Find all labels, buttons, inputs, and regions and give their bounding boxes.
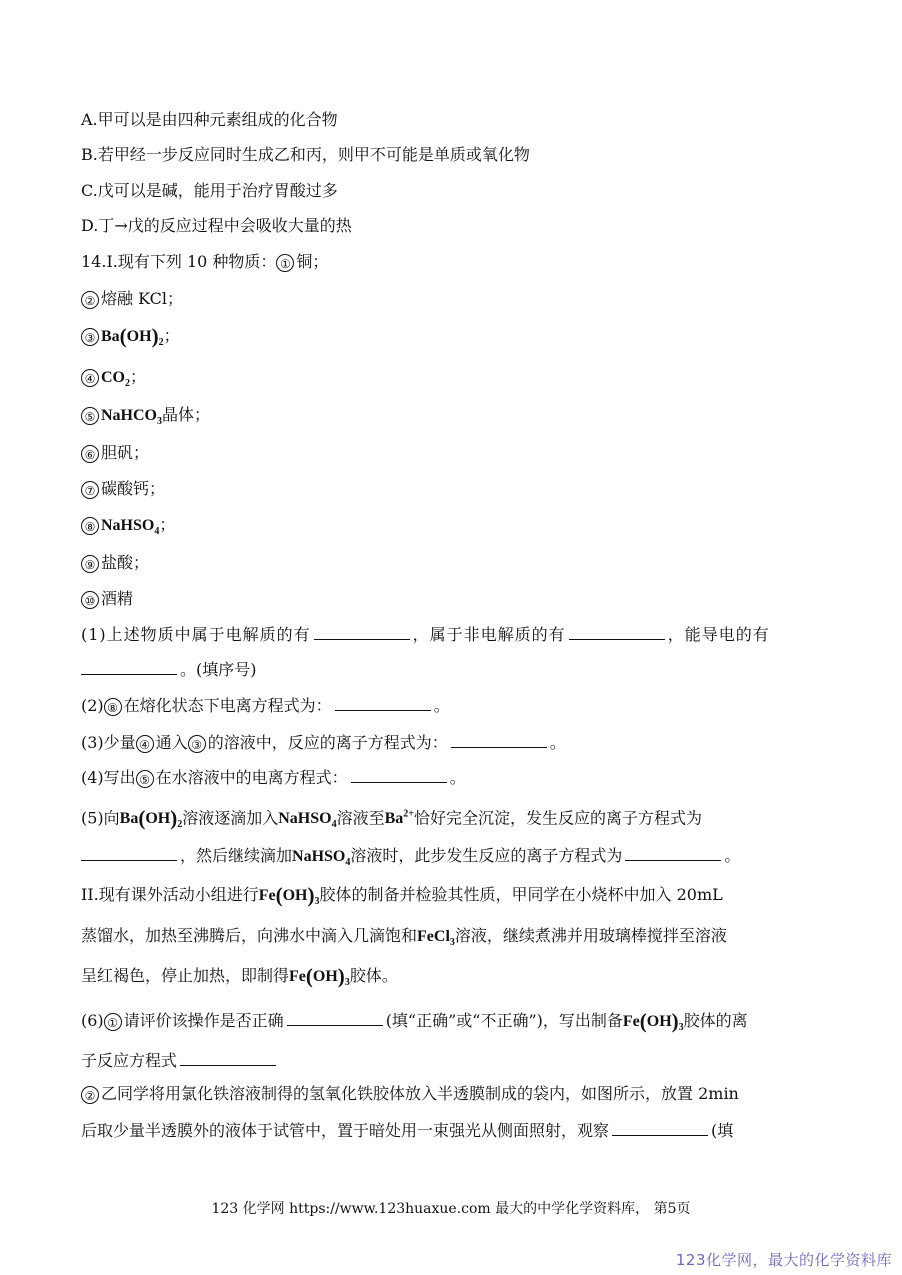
answer-blank[interactable] <box>612 1119 708 1136</box>
answer-blank[interactable] <box>180 1049 276 1066</box>
formula: NaHSO$_4$ <box>292 848 351 869</box>
q5-line: (5)向$Ba(OH)_2$溶液逐滴加入NaHSO$_4$溶液至$Ba^{2+}$恰好完全沉淀，发生反应的离子方程式为 <box>81 806 702 831</box>
item-number: ④ <box>136 735 154 753</box>
formula: $Ba^{2+}$ <box>384 809 414 828</box>
option-b: B.若甲经一步反应同时生成乙和丙，则甲不可能是单质或氧化物 <box>81 145 530 164</box>
item-number: ⑧ <box>81 517 99 535</box>
item-9 <box>81 552 149 574</box>
answer-blank[interactable] <box>625 844 721 861</box>
answer-blank[interactable] <box>314 623 410 640</box>
formula: $Ba(OH)_2$ <box>119 806 183 831</box>
item-number: ⑧ <box>104 698 122 716</box>
item-number: ⑤ <box>136 770 154 788</box>
item-number: ② <box>81 1086 99 1104</box>
answer-blank[interactable] <box>569 623 665 640</box>
item-text: 铜； <box>296 252 329 271</box>
item-number: ⑩ <box>81 591 99 609</box>
item-text: ； <box>163 326 180 345</box>
item-number: ④ <box>81 369 99 387</box>
formula: $Fe(OH)_3$ <box>289 964 350 989</box>
item-4 <box>81 366 146 388</box>
formula: NaHSO$_4$ <box>278 810 337 831</box>
item-text: ； <box>130 367 147 386</box>
item-text: 酒精 <box>101 589 134 608</box>
part2-line-2: 蒸馏水，加热至沸腾后，向沸水中滴入几滴饱和FeCl$_3$溶液，继续煮沸并用玻璃棒搅拌至溶液 <box>81 926 727 949</box>
formula: $Fe(OH)_3$ <box>622 1009 684 1034</box>
formula: $Fe(OH)_3$ <box>258 883 320 908</box>
q5-line-2: ，然后继续滴加NaHSO$_4$溶液时，此步发生反应的离子方程式为 。 <box>81 844 740 866</box>
answer-blank[interactable] <box>287 1009 383 1026</box>
answer-blank[interactable] <box>335 694 431 711</box>
item-10 <box>81 588 133 610</box>
q14-intro: 14.I.现有下列 10 种物质： <box>81 252 277 271</box>
item-number: ⑦ <box>81 481 99 499</box>
q1-line-2: 。(填序号) <box>81 658 257 680</box>
option-c: C.戊可以是碱，能用于治疗胃酸过多 <box>81 181 338 200</box>
formula: NaHSO$_4$ <box>101 517 160 538</box>
q3-line: (3)少量 ④ 通入 ③ 的溶液中，反应的离子方程式为： 。 <box>81 733 566 752</box>
formula: NaHCO$_3$ <box>101 407 162 428</box>
item-number: ③ <box>188 735 206 753</box>
formula: $Ba(OH)_2$ <box>101 324 164 349</box>
item-6 <box>81 442 149 464</box>
item-2 <box>81 288 183 310</box>
part2-line-3: 呈红褐色，停止加热，即制得$Fe(OH)_3$胶体。 <box>81 964 398 989</box>
item-text: 胆矾； <box>101 443 150 462</box>
item-3 <box>81 325 180 347</box>
answer-blank[interactable] <box>351 766 447 783</box>
item-number: ① <box>276 254 294 272</box>
item-number: ⑥ <box>81 445 99 463</box>
q2-line: (2) ⑧ 在熔化状态下电离方程式为： 。 <box>81 696 450 715</box>
item-7 <box>81 478 165 500</box>
item-8 <box>81 514 175 536</box>
option-d: D.丁→戊的反应过程中会吸收大量的热 <box>81 216 352 235</box>
item-text: 碳酸钙； <box>101 479 166 498</box>
item-number: ⑤ <box>81 407 99 425</box>
q6-line: (6) ① 请评价该操作是否正确 (填“正确”或“不正确”)，写出制备$Fe(OH)_3$胶体的离 <box>81 1009 748 1034</box>
q7-line: ② 乙同学将用氯化铁溶液制得的氢氧化铁胶体放入半透膜制成的袋内，如图所示，放置 2min <box>81 1083 739 1105</box>
formula: FeCl$_3$ <box>417 928 455 949</box>
q14-intro-line <box>81 251 328 273</box>
part2-line-1: II.现有课外活动小组进行$Fe(OH)_3$胶体的制备并检验其性质，甲同学在小烧杯中加入 20mL <box>81 883 723 908</box>
answer-blank[interactable] <box>451 731 547 748</box>
item-number: ① <box>104 1013 122 1031</box>
option-a: A.甲可以是由四种元素组成的化合物 <box>81 110 338 129</box>
item-number: ③ <box>81 328 99 346</box>
item-text: 熔融 KCl； <box>101 289 183 308</box>
q4-line: (4)写出 ⑤ 在水溶液中的电离方程式： 。 <box>81 768 466 787</box>
item-text: 晶体； <box>162 405 211 424</box>
item-5 <box>81 404 210 426</box>
item-text: 盐酸； <box>101 553 150 572</box>
watermark: 123化学网，最大的化学资料库 <box>675 1251 892 1269</box>
page-footer: 123 化学网 https://www.123huaxue.com 最大的中学化学资料库， 第5页 <box>211 1201 691 1217</box>
q7-line-2: 后取少量半透膜外的液体于试管中，置于暗处用一束强光从侧面照射，观察 (填 <box>81 1121 734 1140</box>
answer-blank[interactable] <box>81 658 177 675</box>
q1-line: (1)上述物质中属于电解质的有 ，属于非电解质的有 ，能导电的有 <box>81 625 770 644</box>
item-text: ； <box>159 515 176 534</box>
formula: $CO_2$ <box>101 369 130 390</box>
item-number: ② <box>81 291 99 309</box>
answer-blank[interactable] <box>81 844 177 861</box>
item-number: ⑨ <box>81 555 99 573</box>
q6-line-2: 子反应方程式 <box>81 1049 279 1071</box>
